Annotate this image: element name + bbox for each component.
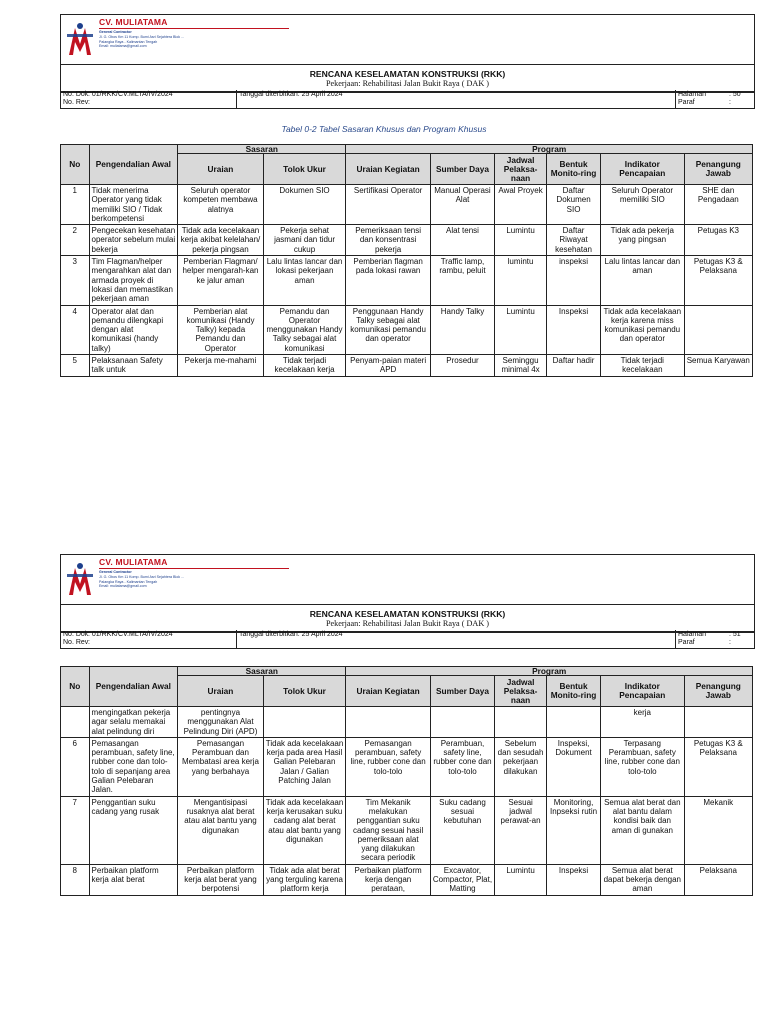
cell-uraian-kegiatan bbox=[346, 707, 431, 738]
cell-jadwal: lumintu bbox=[495, 256, 547, 305]
col-sumber-daya: Sumber Daya bbox=[430, 154, 494, 185]
cell-penanggung-jawab: Petugas K3 & Pelaksana bbox=[684, 256, 752, 305]
col-tolok-ukur: Tolok Ukur bbox=[263, 676, 346, 707]
halaman-value: : 50 bbox=[729, 91, 741, 98]
no-rev-value: : bbox=[88, 99, 90, 106]
company-address-line: Email: muliatama@gmail.com bbox=[99, 584, 147, 589]
cell-indikator: Tidak terjadi kecelakaan bbox=[601, 355, 685, 377]
cell-penanggung-jawab: Mekanik bbox=[684, 796, 752, 864]
company-address-line: Palangka Raya - Kalimantan Tengah bbox=[99, 39, 158, 44]
document-title: RENCANA KESELAMATAN KONSTRUKSI (RKK) bbox=[309, 609, 506, 619]
cell-no: 2 bbox=[61, 225, 90, 256]
table-row bbox=[61, 796, 753, 864]
cell-indikator: Tidak ada pekerja yang pingsan bbox=[601, 225, 685, 256]
col-no: No bbox=[61, 667, 90, 707]
table-row bbox=[61, 355, 753, 377]
issue-date: Tanggal diterbitkan: 25 April 2024 bbox=[239, 91, 343, 98]
doc-number-cell bbox=[61, 630, 237, 648]
cell-jadwal: Sebelum dan sesudah pekerjaan dilakukan bbox=[495, 737, 547, 796]
company-logo-icon bbox=[67, 562, 93, 596]
col-penanggung-jawab: Penangung Jawab bbox=[684, 676, 752, 707]
cell-no bbox=[61, 707, 90, 738]
cell-bentuk-monitoring: Inspeksi, Dokument bbox=[547, 737, 601, 796]
col-tolok-ukur: Tolok Ukur bbox=[263, 154, 346, 185]
document-title-block bbox=[61, 65, 754, 92]
sasaran-program-table bbox=[60, 144, 753, 377]
document-subtitle: Pekerjaan: Rehabilitasi Jalan Bukit Raya ( DAK ) bbox=[325, 79, 490, 88]
document-meta-row bbox=[60, 90, 755, 109]
col-bentuk-monitoring: Bentuk Monito-ring bbox=[547, 676, 601, 707]
doc-number-cell bbox=[61, 90, 237, 108]
cell-uraian: Pekerja me-mahami bbox=[178, 355, 264, 377]
no-dok-label: No. Dok bbox=[63, 91, 89, 98]
cell-uraian: Perbaikan platform kerja alat berat yang berpotensi bbox=[178, 864, 264, 895]
company-name: CV. MULIATAMA bbox=[99, 557, 168, 567]
cell-uraian: Seluruh operator kompeten membawa alatnya bbox=[178, 185, 264, 225]
cell-jadwal: Awal Proyek bbox=[495, 185, 547, 225]
cell-uraian: Tidak ada kecelakaan kerja akibat kelelahan/ pekerja pingsan bbox=[178, 225, 264, 256]
cell-uraian-kegiatan: Penggunaan Handy Talky sebagai alat komunikasi pemandu dan operator bbox=[346, 305, 431, 354]
col-pengendalian-awal: Pengendalian Awal bbox=[89, 667, 178, 707]
company-address-line: Email: muliatama@gmail.com bbox=[99, 44, 147, 49]
col-jadwal: Jadwal Pelaksa-naan bbox=[495, 154, 547, 185]
document-title: RENCANA KESELAMATAN KONSTRUKSI (RKK) bbox=[309, 69, 506, 79]
cell-uraian: pentingnya menggunakan Alat Pelindung Diri (APD) bbox=[178, 707, 264, 738]
cell-penanggung-jawab bbox=[684, 707, 752, 738]
table-row bbox=[61, 185, 753, 225]
cell-tolok-ukur: Tidak ada alat berat yang terguling karena platform kerja bbox=[263, 864, 346, 895]
cell-bentuk-monitoring: Daftar Dokumen SIO bbox=[547, 185, 601, 225]
cell-jadwal: Sesuai jadwal perawat-an bbox=[495, 796, 547, 864]
company-address-line: Jl. G. Obos Km 11 Komp. Bumi Asri Sejahtera Blok ... bbox=[99, 574, 185, 579]
col-no: No bbox=[61, 145, 90, 185]
cell-indikator: kerja bbox=[601, 707, 685, 738]
cell-tolok-ukur: Tidak terjadi kecelakaan kerja bbox=[263, 355, 346, 377]
cell-tolok-ukur: Dokumen SIO bbox=[263, 185, 346, 225]
col-group-program: Program bbox=[346, 145, 753, 154]
col-uraian-kegiatan: Uraian Kegiatan bbox=[346, 676, 431, 707]
table-row bbox=[61, 256, 753, 305]
col-jadwal: Jadwal Pelaksa-naan bbox=[495, 676, 547, 707]
cell-tolok-ukur: Lalu lintas lancar dan lokasi pekerjaan aman bbox=[263, 256, 346, 305]
cell-tolok-ukur bbox=[263, 707, 346, 738]
cell-uraian-kegiatan: Pemasangan perambuan, safety line, rubber cone dan tolo-tolo bbox=[346, 737, 431, 796]
document-title-block bbox=[61, 605, 754, 632]
cell-penanggung-jawab: Semua Karyawan bbox=[684, 355, 752, 377]
company-tagline: General Contractor bbox=[99, 570, 132, 574]
document-header bbox=[60, 554, 755, 633]
table-row bbox=[61, 707, 753, 738]
document-meta-row bbox=[60, 630, 755, 649]
table-row bbox=[61, 864, 753, 895]
cell-no: 6 bbox=[61, 737, 90, 796]
cell-sumber-daya: Prosedur bbox=[430, 355, 494, 377]
cell-sumber-daya: Perambuan, safety line, rubber cone dan tolo-tolo bbox=[430, 737, 494, 796]
page-number-cell bbox=[675, 630, 755, 648]
col-indikator: Indikator Pencapaian bbox=[601, 154, 685, 185]
col-penanggung-jawab: Penangung Jawab bbox=[684, 154, 752, 185]
cell-no: 1 bbox=[61, 185, 90, 225]
no-rev-label: No. Rev bbox=[63, 639, 89, 646]
cell-tolok-ukur: Tidak ada kecelakaan kerja kerusakan suku cadang alat berat atau alat bantu yang digunakan bbox=[263, 796, 346, 864]
cell-tolok-ukur: Pemandu dan Operator menggunakan Handy Talky sebagai alat komunikasi bbox=[263, 305, 346, 354]
cell-indikator: Terpasang Perambuan, safety line, rubber cone dan tolo-tolo bbox=[601, 737, 685, 796]
cell-penanggung-jawab: Petugas K3 & Pelaksana bbox=[684, 737, 752, 796]
cell-sumber-daya: Excavator, Compactor, Plat, Matting bbox=[430, 864, 494, 895]
cell-jadwal: Lumintu bbox=[495, 225, 547, 256]
no-rev-value: : bbox=[88, 639, 90, 646]
cell-pengendalian-awal: Perbaikan platform kerja alat berat bbox=[89, 864, 178, 895]
company-address-line: Jl. G. Obos Km 11 Komp. Bumi Asri Sejahtera Blok ... bbox=[99, 34, 185, 39]
cell-uraian: Mengantisipasi rusaknya alat berat atau alat bantu yang digunakan bbox=[178, 796, 264, 864]
cell-bentuk-monitoring bbox=[547, 707, 601, 738]
cell-sumber-daya: Traffic lamp, rambu, peluit bbox=[430, 256, 494, 305]
cell-sumber-daya bbox=[430, 707, 494, 738]
cell-indikator: Tidak ada kecelakaan kerja karena miss komunikasi pemandu dan operator bbox=[601, 305, 685, 354]
paraf-label: Paraf bbox=[678, 639, 695, 646]
cell-uraian-kegiatan: Pemberian flagman pada lokasi rawan bbox=[346, 256, 431, 305]
cell-uraian-kegiatan: Perbaikan platform kerja dengan perataan, bbox=[346, 864, 431, 895]
cell-pengendalian-awal: Operator alat dan pemandu dilengkapi dengan alat komunikasi (handy talky) bbox=[89, 305, 178, 354]
cell-bentuk-monitoring: Daftar Riwayat kesehatan bbox=[547, 225, 601, 256]
cell-sumber-daya: Alat tensi bbox=[430, 225, 494, 256]
no-dok-value: : 01/RKK/CV.MLTA/IV/2024 bbox=[88, 91, 173, 98]
halaman-label: Halaman bbox=[678, 631, 707, 638]
col-group-sasaran: Sasaran bbox=[178, 667, 346, 676]
sasaran-program-table-continued bbox=[60, 666, 753, 896]
cell-no: 7 bbox=[61, 796, 90, 864]
issue-date-cell bbox=[237, 90, 675, 108]
cell-jadwal bbox=[495, 707, 547, 738]
col-group-program: Program bbox=[346, 667, 753, 676]
company-logo-row bbox=[61, 555, 754, 605]
cell-uraian: Pemberian alat komunikasi (Handy Talky) kepada Pemandu dan Operator bbox=[178, 305, 264, 354]
col-uraian: Uraian bbox=[178, 676, 264, 707]
cell-no: 4 bbox=[61, 305, 90, 354]
halaman-value: : 51 bbox=[729, 631, 741, 638]
cell-pengendalian-awal: Penggantian suku cadang yang rusak bbox=[89, 796, 178, 864]
page-number-cell bbox=[675, 90, 755, 108]
cell-jadwal: Lumintu bbox=[495, 864, 547, 895]
cell-uraian-kegiatan: Pemeriksaan tensi dan konsentrasi pekerja bbox=[346, 225, 431, 256]
paraf-value: : bbox=[729, 99, 731, 106]
issue-date: Tanggal diterbitkan: 25 April 2024 bbox=[239, 631, 343, 638]
cell-sumber-daya: Suku cadang sesuai kebutuhan bbox=[430, 796, 494, 864]
company-details bbox=[99, 570, 289, 589]
document-page-51 bbox=[0, 554, 768, 1024]
cell-penanggung-jawab bbox=[684, 305, 752, 354]
cell-bentuk-monitoring: Inspeksi bbox=[547, 305, 601, 354]
halaman-label: Halaman bbox=[678, 91, 707, 98]
paraf-label: Paraf bbox=[678, 99, 695, 106]
cell-penanggung-jawab: SHE dan Pengadaan bbox=[684, 185, 752, 225]
cell-pengendalian-awal: Pelaksanaan Safety talk untuk bbox=[89, 355, 178, 377]
cell-pengendalian-awal: Pemasangan perambuan, safety line, rubber cone dan tolo-tolo di sepanjang area Galian Pelebaran Jalan. bbox=[89, 737, 178, 796]
company-logo-icon bbox=[67, 22, 93, 56]
cell-indikator: Semua alat berat dapat bekerja dengan aman bbox=[601, 864, 685, 895]
cell-pengendalian-awal: Tidak menerima Operator yang tidak memiliki SIO / Tidak berkompetensi bbox=[89, 185, 178, 225]
document-subtitle: Pekerjaan: Rehabilitasi Jalan Bukit Raya ( DAK ) bbox=[325, 619, 490, 628]
no-rev-label: No. Rev bbox=[63, 99, 89, 106]
company-details bbox=[99, 30, 289, 49]
col-group-sasaran: Sasaran bbox=[178, 145, 346, 154]
no-dok-label: No. Dok bbox=[63, 631, 89, 638]
cell-bentuk-monitoring: Monitoring, Inpseksi rutin bbox=[547, 796, 601, 864]
cell-jadwal: Lumintu bbox=[495, 305, 547, 354]
company-rule bbox=[99, 28, 289, 29]
company-rule bbox=[99, 568, 289, 569]
cell-uraian-kegiatan: Tim Mekanik melakukan penggantian suku cadang sesuai hasil pemeriksaan alat yang dilakukan secara periodik bbox=[346, 796, 431, 864]
cell-bentuk-monitoring: Inspeksi bbox=[547, 864, 601, 895]
cell-pengendalian-awal: Pengecekan kesehatan operator sebelum mulai bekerja bbox=[89, 225, 178, 256]
cell-no: 3 bbox=[61, 256, 90, 305]
company-name: CV. MULIATAMA bbox=[99, 17, 168, 27]
cell-sumber-daya: Manual Operasi Alat bbox=[430, 185, 494, 225]
cell-indikator: Semua alat berat dan alat bantu dalam kondisi baik dan aman di gunakan bbox=[601, 796, 685, 864]
table-row bbox=[61, 305, 753, 354]
cell-uraian-kegiatan: Sertifikasi Operator bbox=[346, 185, 431, 225]
issue-date-cell bbox=[237, 630, 675, 648]
table-caption: Tabel 0-2 Tabel Sasaran Khusus dan Program Khusus bbox=[281, 124, 487, 134]
col-uraian-kegiatan: Uraian Kegiatan bbox=[346, 154, 431, 185]
company-logo-row bbox=[61, 15, 754, 65]
col-sumber-daya: Sumber Daya bbox=[430, 676, 494, 707]
cell-indikator: Lalu lintas lancar dan aman bbox=[601, 256, 685, 305]
cell-penanggung-jawab: Petugas K3 bbox=[684, 225, 752, 256]
cell-no: 5 bbox=[61, 355, 90, 377]
cell-indikator: Seluruh Operator memiliki SIO bbox=[601, 185, 685, 225]
paraf-value: : bbox=[729, 639, 731, 646]
company-address-line: Palangka Raya - Kalimantan Tengah bbox=[99, 579, 158, 584]
cell-no: 8 bbox=[61, 864, 90, 895]
cell-tolok-ukur: Tidak ada kecelakaan kerja pada area Hasil Galian Pelebaran Jalan / Galian Patching Jalan bbox=[263, 737, 346, 796]
no-dok-value: : 01/RKK/CV.MLTA/IV/2024 bbox=[88, 631, 173, 638]
cell-pengendalian-awal: Tim Flagman/helper mengarahkan alat dan armada proyek di lokasi dan memastikan pekerjaan aman bbox=[89, 256, 178, 305]
cell-uraian: Pemberian Flagman/ helper mengarah-kan ke jalur aman bbox=[178, 256, 264, 305]
cell-sumber-daya: Handy Talky bbox=[430, 305, 494, 354]
cell-jadwal: Seminggu minimal 4x bbox=[495, 355, 547, 377]
company-tagline: General Contractor bbox=[99, 30, 132, 34]
document-header bbox=[60, 14, 755, 93]
col-uraian: Uraian bbox=[178, 154, 264, 185]
cell-tolok-ukur: Pekerja sehat jasmani dan tidur cukup bbox=[263, 225, 346, 256]
cell-bentuk-monitoring: Daftar hadir bbox=[547, 355, 601, 377]
col-indikator: Indikator Pencapaian bbox=[601, 676, 685, 707]
cell-bentuk-monitoring: inspeksi bbox=[547, 256, 601, 305]
col-pengendalian-awal: Pengendalian Awal bbox=[89, 145, 178, 185]
cell-uraian: Pemasangan Perambuan dan Membatasi area kerja yang berbahaya bbox=[178, 737, 264, 796]
cell-penanggung-jawab: Pelaksana bbox=[684, 864, 752, 895]
col-bentuk-monitoring: Bentuk Monito-ring bbox=[547, 154, 601, 185]
cell-uraian-kegiatan: Penyam-paian materi APD bbox=[346, 355, 431, 377]
cell-pengendalian-awal: mengingatkan pekerja agar selalu memakai alat pelindung diri bbox=[89, 707, 178, 738]
table-row bbox=[61, 737, 753, 796]
table-row bbox=[61, 225, 753, 256]
